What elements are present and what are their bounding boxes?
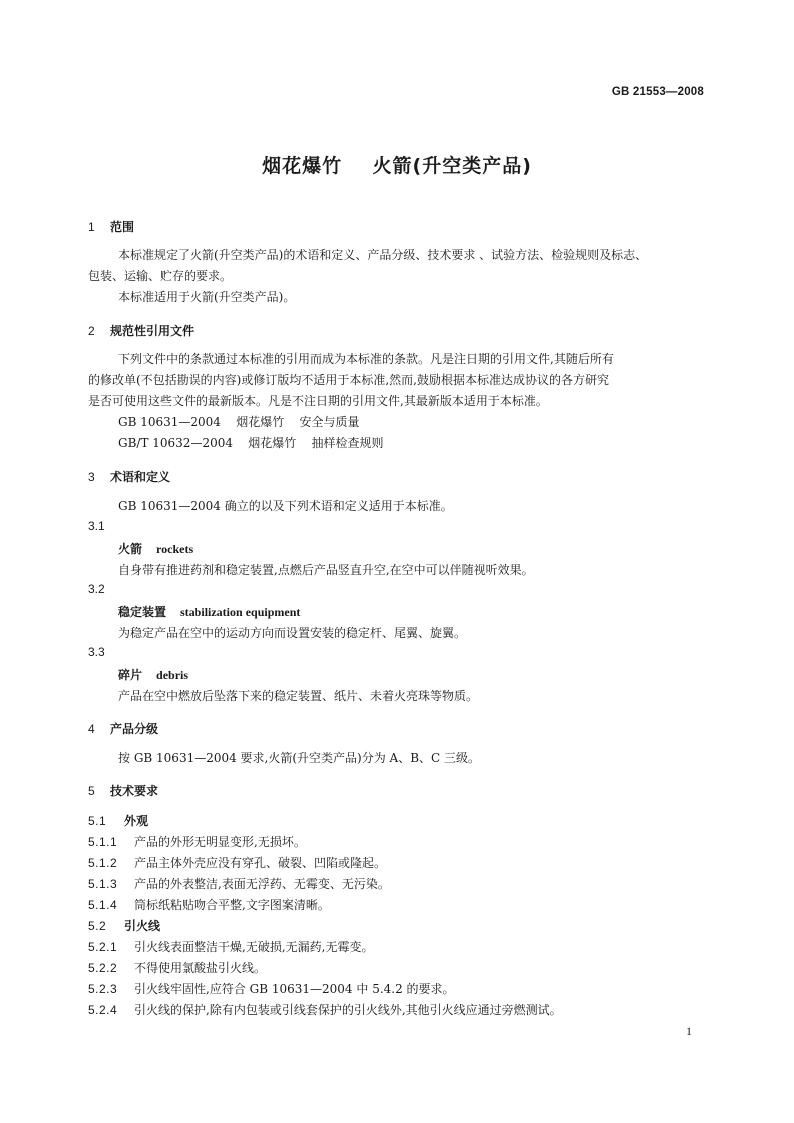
term-cn: 火箭 (118, 542, 143, 556)
section-number: 2 (88, 324, 95, 338)
page-number: 1 (686, 1024, 692, 1038)
clause-text: 引火线表面整洁干燥,无破损,无漏药,无霉变。 (134, 940, 374, 954)
clause-heading (88, 812, 148, 829)
section-3-heading (88, 468, 170, 485)
paragraph: GB 10631—2004 确立的以及下列术语和定义适用于本标准。 (118, 499, 453, 513)
paragraph: 本标准规定了火箭(升空类产品)的术语和定义、产品分级、技术要求 、试验方法、检验规则及标志、 (118, 248, 648, 262)
clause-text: 产品的外表整洁,表面无浮药、无霉变、无污染。 (134, 877, 390, 891)
section-number: 4 (88, 722, 95, 736)
paragraph: 按 GB 10631—2004 要求,火箭(升空类产品)分为 A、B、C 三级。 (118, 751, 481, 765)
section-title: 术语和定义 (110, 470, 171, 484)
term-number: 3.1 (88, 519, 105, 533)
section-4-heading (88, 720, 158, 737)
clause-number: 5.2 (88, 919, 107, 933)
term-heading (118, 666, 188, 683)
clause-title: 引火线 (124, 919, 161, 933)
section-number: 1 (88, 220, 95, 234)
normative-reference: GB/T 10632—2004 烟花爆竹 抽样检查规则 (118, 436, 384, 450)
term-en: stabilization equipment (180, 605, 301, 619)
clause-number: 5.1 (88, 814, 107, 828)
clause-text: 筒标纸粘贴吻合平整,文字图案清晰。 (134, 898, 330, 912)
clause-number: 5.2.2 (88, 961, 118, 975)
term-number: 3.2 (88, 582, 105, 596)
clause-number: 5.2.1 (88, 940, 118, 954)
clause-number: 5.2.4 (88, 1003, 118, 1017)
clause-text: 产品的外形无明显变形,无损坏。 (134, 835, 306, 849)
clause-item (88, 854, 386, 871)
section-title: 产品分级 (110, 722, 159, 736)
paragraph: 下列文件中的条款通过本标准的引用而成为本标准的条款。凡是注日期的引用文件,其随后所有 (118, 352, 614, 366)
clause-item (88, 896, 330, 913)
term-definition: 自身带有推进药剂和稳定装置,点燃后产品竖直升空,在空中可以伴随视听效果。 (118, 563, 534, 577)
section-number: 3 (88, 470, 95, 484)
term-heading (118, 540, 193, 557)
standard-code: GB 21553—2008 (611, 86, 704, 98)
document-title: 烟花爆竹 火箭(升空类产品) (262, 155, 532, 177)
section-title: 技术要求 (110, 784, 159, 798)
clause-text: 不得使用氯酸盐引火线。 (134, 961, 267, 975)
clause-item (88, 833, 306, 850)
clause-text: 引火线的保护,除有内包装或引线套保护的引火线外,其他引火线应通过旁燃测试。 (134, 1003, 562, 1017)
section-number: 5 (88, 784, 95, 798)
clause-item (88, 1001, 562, 1018)
clause-number: 5.1.1 (88, 835, 118, 849)
section-title: 范围 (110, 220, 135, 234)
term-cn: 碎片 (118, 668, 143, 682)
clause-item (88, 875, 390, 892)
term-en: rockets (156, 542, 194, 556)
term-heading (118, 603, 300, 620)
clause-number: 5.1.4 (88, 898, 118, 912)
clause-item (88, 959, 266, 976)
clause-heading (88, 917, 160, 934)
paragraph: 是否可使用这些文件的最新版本。凡是不注日期的引用文件,其最新版本适用于本标准。 (88, 394, 548, 408)
paragraph: 的修改单(不包括勘误的内容)或修订版均不适用于本标准,然而,鼓励根据本标准达成协议的各方研究 (88, 373, 609, 387)
term-number: 3.3 (88, 645, 105, 659)
section-1-heading (88, 218, 134, 235)
clause-item (88, 938, 373, 955)
normative-reference: GB 10631—2004 烟花爆竹 安全与质量 (118, 415, 360, 429)
term-cn: 稳定装置 (118, 605, 167, 619)
section-title: 规范性引用文件 (110, 324, 195, 338)
term-en: debris (156, 668, 189, 682)
term-definition: 产品在空中燃放后坠落下来的稳定装置、纸片、未着火亮珠等物质。 (118, 689, 479, 703)
paragraph: 本标准适用于火箭(升空类产品)。 (118, 290, 296, 304)
paragraph: 包装、运输、贮存的要求。 (88, 269, 233, 283)
clause-item (88, 980, 455, 997)
section-2-heading (88, 322, 194, 339)
clause-text: 引火线牢固性,应符合 GB 10631—2004 中 5.4.2 的要求。 (134, 982, 455, 996)
clause-number: 5.2.3 (88, 982, 118, 996)
clause-text: 产品主体外壳应没有穿孔、破裂、凹陷或隆起。 (134, 856, 387, 870)
clause-number: 5.1.2 (88, 856, 118, 870)
term-definition: 为稳定产品在空中的运动方向而设置安装的稳定杆、尾翼、旋翼。 (118, 626, 467, 640)
clause-number: 5.1.3 (88, 877, 118, 891)
section-5-heading (88, 782, 158, 799)
clause-title: 外观 (124, 814, 149, 828)
